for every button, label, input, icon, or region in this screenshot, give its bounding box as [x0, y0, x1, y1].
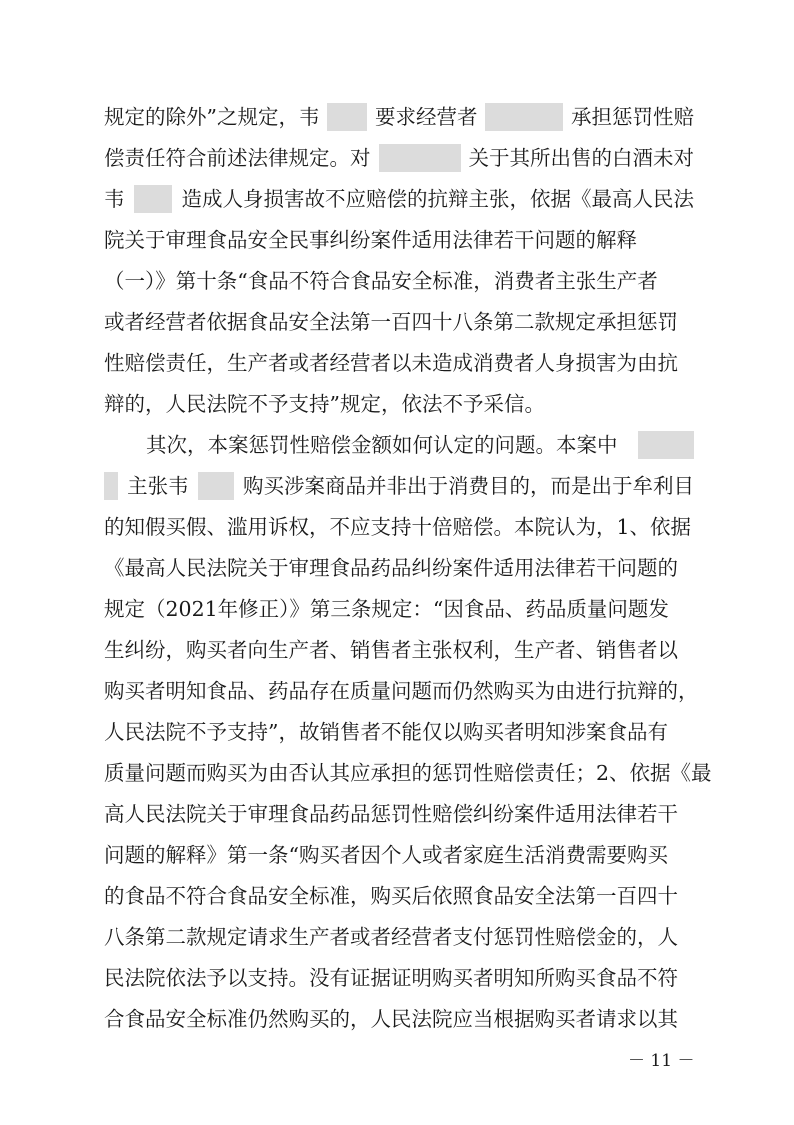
text-segment: 生纠纷，购买者向生产者、销售者主张权利，生产者、销售者以 [104, 638, 678, 662]
text-line [104, 753, 712, 793]
text-segment: 其次，本案惩罚性赔偿金额如何认定的问题。本案中 [146, 433, 618, 457]
redaction-block [379, 144, 461, 172]
text-segment: 人民法院不予支持”，故销售者不能仅以购买者明知涉案食品有 [104, 720, 668, 744]
text-line [104, 630, 694, 670]
text-segment: 购买者明知食品、药品存在质量问题而仍然购买为由进行抗辩的， [104, 679, 699, 703]
text-segment: 民法院依法予以支持。没有证据证明购买者明知所购买食品不符 [104, 966, 678, 990]
text-line [146, 425, 694, 465]
text-line [104, 220, 694, 260]
redaction-block [638, 431, 694, 459]
text-line [104, 343, 694, 383]
text-segment: 《最高人民法院关于审理食品药品纠纷案件适用法律若干问题的 [104, 556, 678, 580]
text-line [104, 917, 694, 957]
text-line [104, 958, 694, 998]
text-segment: 承担惩罚性赔 [570, 105, 694, 129]
page-number: － 11 － [628, 1051, 695, 1071]
text-line [104, 302, 694, 342]
text-line [104, 179, 694, 219]
text-line [104, 999, 694, 1039]
redaction-block [327, 103, 367, 131]
text-line [104, 671, 699, 711]
text-segment: 性赔偿责任，生产者或者经营者以未造成消费者人身损害为由抗 [104, 351, 678, 375]
redaction-block [198, 472, 234, 500]
text-segment: 的知假买假、滥用诉权，不应支持十倍赔偿。本院认为，1、依据 [104, 515, 692, 539]
text-segment: 主张韦 [127, 474, 189, 498]
text-line [104, 589, 694, 629]
text-line [104, 261, 694, 301]
text-segment: 高人民法院关于审理食品药品惩罚性赔偿纠纷案件适用法律若干 [104, 802, 678, 826]
text-segment: 关于其所出售的白酒未对 [468, 146, 694, 170]
text-line [104, 138, 694, 178]
text-line [104, 712, 694, 752]
text-line [104, 466, 694, 506]
text-segment: 八条第二款规定请求生产者或者经营者支付惩罚性赔偿金的，人 [104, 925, 678, 949]
text-segment: 的食品不符合食品安全标准，购买后依照食品安全法第一百四十 [104, 884, 678, 908]
text-segment: 韦 [104, 187, 125, 211]
text-segment: 问题的解释》第一条“购买者因个人或者家庭生活消费需要购买 [104, 843, 668, 867]
text-segment: 偿责任符合前述法律规定。对 [104, 146, 371, 170]
text-line [104, 507, 694, 547]
text-segment: 辩的，人民法院不予支持”规定，依法不予采信。 [104, 392, 545, 416]
text-line [104, 794, 694, 834]
text-line [104, 97, 694, 137]
text-segment: 要求经营者 [374, 105, 478, 129]
text-line [104, 835, 694, 875]
text-line [104, 548, 694, 588]
text-segment: 质量问题而购买为由否认其应承担的惩罚性赔偿责任；2、依据《最 [104, 761, 712, 785]
redaction-block [134, 185, 172, 213]
redaction-block [485, 103, 563, 131]
text-segment: 规定（2021年修正）》第三条规定：“因食品、药品质量问题发 [104, 597, 669, 621]
text-line [104, 876, 694, 916]
text-segment: 或者经营者依据食品安全法第一百四十八条第二款规定承担惩罚 [104, 310, 678, 334]
text-segment: 合食品安全标准仍然购买的，人民法院应当根据购买者请求以其 [104, 1007, 678, 1031]
text-segment: 院关于审理食品安全民事纠纷案件适用法律若干问题的解释 [104, 228, 637, 252]
text-segment: （一）》第十条“食品不符合食品安全标准，消费者主张生产者 [104, 269, 658, 293]
text-line [104, 384, 694, 424]
text-segment: 规定的除外”之规定，韦 [104, 105, 320, 129]
redaction-block [104, 472, 118, 500]
text-segment: 造成人身损害故不应赔偿的抗辩主张，依据《最高人民法 [181, 187, 694, 211]
text-segment: 购买涉案商品并非出于消费目的，而是出于牟利目 [242, 474, 694, 498]
